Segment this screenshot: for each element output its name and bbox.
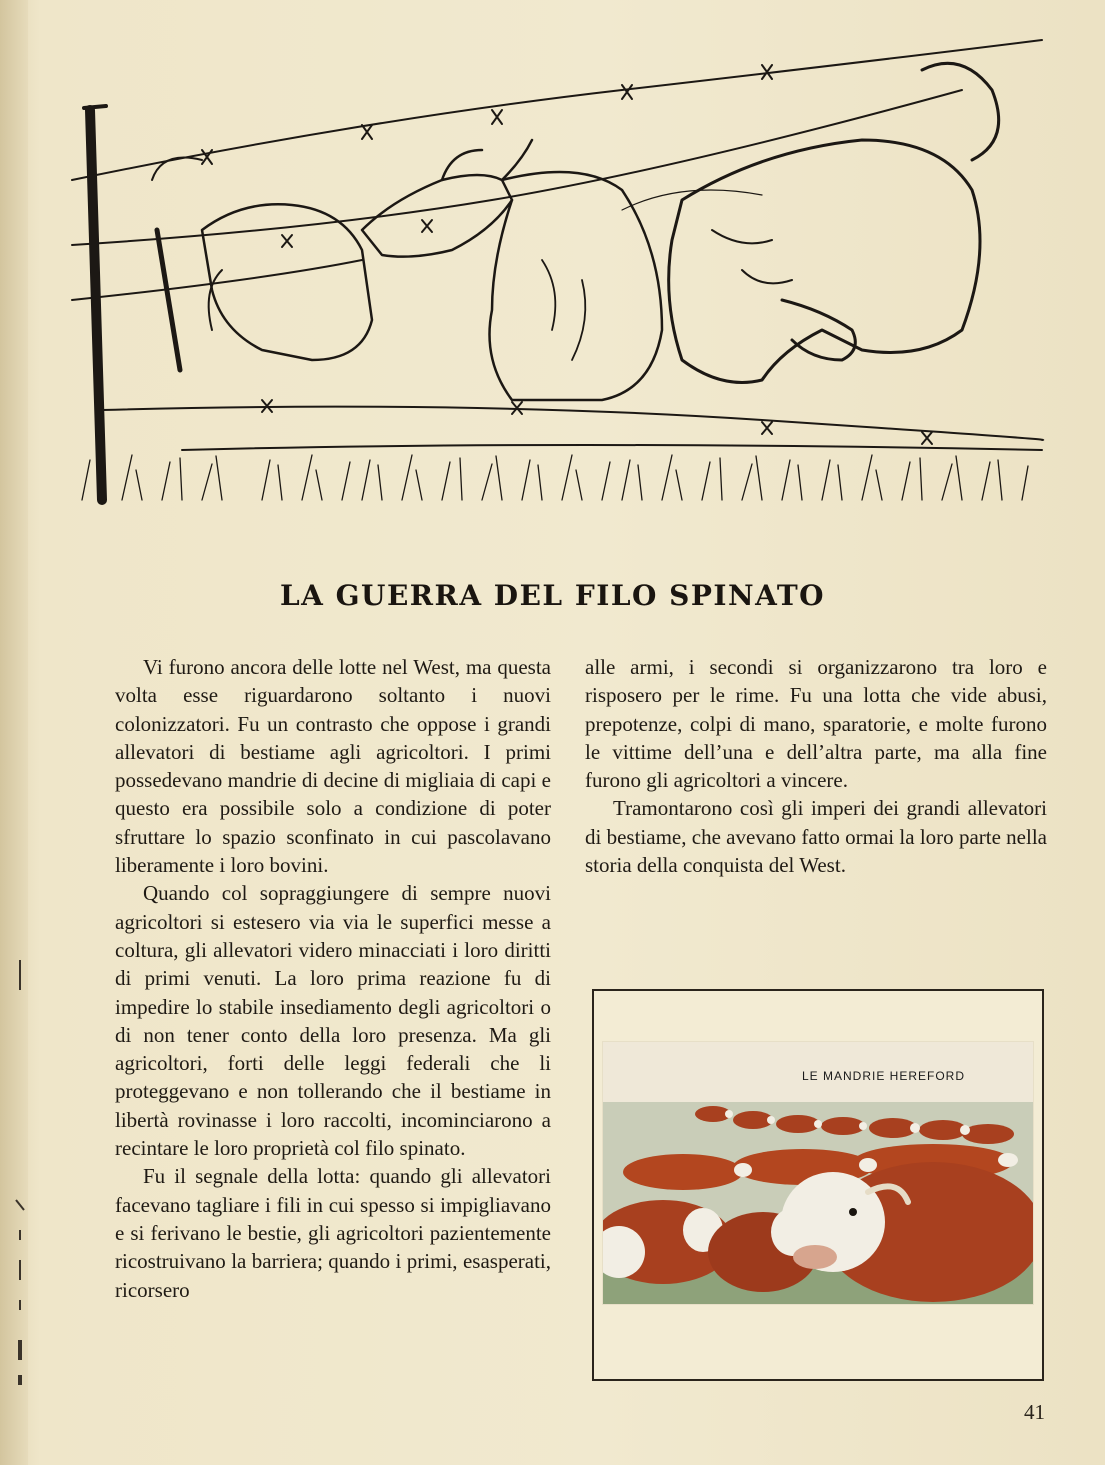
margin-marks (10, 960, 30, 1400)
paragraph: alle armi, i secondi si organizzarono tra loro e risposero per le rime. Fu una lotta che vide abusi, prepotenze, colpi di mano, sparatorie, e molte furono le vittime dell’una e dell’altra parte, ma alla fine furono gli agricoltori a vincere. (585, 655, 1047, 793)
paragraph: Quando col sopraggiungere di sempre nuovi agricoltori si estesero via via le superfici messe a coltura, gli allevatori videro minacciati i loro diritti di primi venuti. La loro prima reazione fu di impedire lo stabile insediamento degli agricoltori o di non tener conto della loro presenza. Ma gli agricoltori, forti delle leggi federali che li proteggevano e non tollerando che il bestiame in libertà rovinasse i loro raccolti, incominciarono a recintare le loro proprietà col filo spinato. (115, 881, 551, 1161)
paragraph: Tramontarono così gli imperi dei grandi allevatori di bestiame, che avevano fatto ormai la loro parte nella storia della conquista del West. (585, 796, 1047, 878)
article-title: LA GUERRA DEL FILO SPINATO (279, 578, 826, 612)
photo-caption: LE MANDRIE HEREFORD (802, 1069, 966, 1083)
page-number: 41 (1024, 1400, 1045, 1424)
paragraph: Vi furono ancora delle lotte nel West, ma questa volta esse riguardarono soltanto i nuovi colonizzatori. Fu un contrasto che oppose i grandi allevatori di bestiame agli agricoltori. I primi possedevano mandrie di decine di migliaia di capi e questo era possibile solo a condizione di poter sfruttare lo spazio sconfinato in cui pascolavano liberamente i loro bovini. (115, 655, 551, 878)
photo-frame (592, 989, 1044, 1381)
barbed-wire-cattle-illustration (62, 30, 1047, 510)
right-text-column (585, 653, 1047, 879)
left-text-column (115, 653, 551, 1304)
paragraph: Fu il segnale della lotta: quando gli allevatori facevano tagliare i fili in cui spesso si impigliavano e si ferivano le bestie, gli agricoltori pazientemente ricostruivano la barriera; quando i primi, esasperati, ricorsero (115, 1164, 551, 1302)
